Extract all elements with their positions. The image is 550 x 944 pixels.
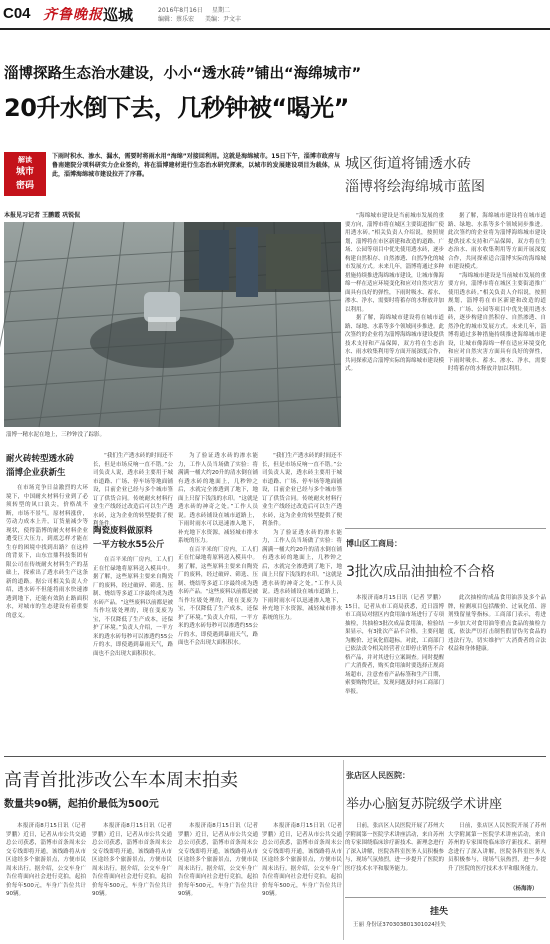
sub-headline-2: 淄博将绘海绵城市蓝图	[345, 179, 485, 195]
subhead-a: 耐火砖转型透水砖	[6, 454, 75, 464]
paving-photo-illustration	[4, 222, 341, 427]
second-text-b	[448, 594, 546, 750]
mid3-p2: 在百平米的厂房内，工人们正在忙碌地将原料送入模具中。据了解，这些原料主要来自陶瓷厂的废料，经过破碎、筛选、压制、烧结等多道工序最终成为透水砖产品。“这些废料以前都是被当作垃圾处理的，现在变废为宝，不仅降低了生产成本，还保护了环境。”负责人介绍，一平方米的透水砖每秒可以渗透约55公斤的水，即使遇到暴雨天气，路面也不会出现大面积积水。	[178, 546, 258, 646]
subhead-c: 陶瓷废料做原料	[93, 526, 153, 536]
header-art: 美编：尹文丰	[205, 16, 242, 23]
bus-text-b	[92, 822, 172, 940]
lead-photo	[4, 222, 341, 427]
second-p1: 本报济南8月15日讯（记者 罗鹏）15日，记者从市工商局获悉，近日淄博市工商局对辖区内食用油市场进行了专项抽检，共抽检3批次成品食用油，检验结果显示，有3批次产品不合格，主要问题为酸价、过氧化值超标。对此，工商部门已依法责令相关经营者立即停止销售不合格产品，并对其进行立案调查。同时提醒广大消费者，购买食用油时要选择正规商场超市，注意查看产品标签和生产日期，索要购物凭证，发现问题及时向工商部门举报。	[345, 595, 445, 695]
section-title: 巡城	[103, 6, 134, 24]
hospital-p1: 日前，张店区人民医院开展了苏州大学附属第一医院学术讲座活动，来自苏州的专家围绕临床诊疗新技术、新理念进行了深入讲解，医院各科室医务人员积极参与，现场气氛热烈，进一步提升了医院的医疗技术水平和服务能力。	[345, 823, 445, 872]
mid4-p1: “我们生产透水砖的时间还不长，但是市场反响一直不错。”公司负责人说，透水砖主要用于城市道路、广场、停车场等地面铺设，目前企业已经与多个城市签订了供货合同。传统耐火材料行业生产线经过改造后可以生产透水砖，这为企业的转型提供了便利条件。	[262, 453, 342, 527]
bus-p2: 本报济南8月15日讯（记者 罗鹏）近日，记者从市公共交通总公司获悉，淄博市首条周末公交专线即将开通，该线路将从市区途经多个旅游景点，方便市民周末出行。据介绍，公交车身广告位将面向社会进行竞拍，起拍价每年500元，车身广告位共计90辆。	[92, 823, 172, 897]
hospital-headline: 举办心脑复苏院级学术讲座	[346, 797, 503, 812]
decode-tag-line3: 密码	[15, 181, 34, 191]
decode-tag-line2: 城市	[15, 167, 34, 177]
hospital-text-a	[345, 822, 444, 892]
mid1-p1: “我们生产透水砖的时间还不长，但是市场反响一直不错。”公司负责人说，透水砖主要用于城市道路、广场、停车场等地面铺设，目前企业已经与多个城市签订了供货合同。传统耐火材料行业生产线经过改造后可以生产透水砖，这为企业的转型提供了便利条件。	[93, 453, 173, 527]
decode-tag	[4, 152, 46, 196]
bottom-subheadline: 数量共90辆，起拍价最低为500元	[4, 799, 159, 810]
hospital-p2: 日前，张店区人民医院开展了苏州大学附属第一医院学术讲座活动，来自苏州的专家围绕临床诊疗新技术、新理念进行了深入讲解，医院各科室医务人员积极参与，现场气氛热烈，进一步提升了医院的医疗技术水平和服务能力。	[448, 823, 546, 872]
mid4-p2: 为了验证透水砖的渗水能力，工作人员当场做了实验：将满满一桶大约20升的清水倒在铺有透水砖的地面上，几秒钟之后，水就完全渗透到了地下，地面上只留下浅浅的水印。“这就是透水砖的神奇之处。”工作人员说。透水砖铺设在城市道路上，下雨时雨水可以迅速渗入地下，补充地下水资源，减轻城市排水系统的压力。	[262, 529, 342, 621]
masthead-logo: 齐鲁晚报	[43, 7, 103, 23]
mid3-p1: 为了验证透水砖的渗水能力，工作人员当场做了实验：将满满一桶大约20升的清水倒在铺有透水砖的地面上，几秒钟之后，水就完全渗透到了地下，地面上只留下浅浅的水印。“这就是透水砖的神奇之处。”工作人员说。透水砖铺设在城市道路上，下雨时雨水可以迅速渗入地下，补充地下水资源，减轻城市排水系统的压力。	[178, 453, 258, 544]
lead-kicker: 淄博探路生态治水建设，小小“透水砖”铺出“海绵城市”	[4, 66, 362, 82]
decode-tag-line1: 解读	[18, 156, 32, 164]
mid1-column-text	[93, 452, 173, 527]
mid3-column-text	[178, 452, 258, 746]
mid4-column-text	[262, 452, 342, 746]
bus-p3: 本报济南8月15日讯（记者 罗鹏）近日，记者从市公共交通总公司获悉，淄博市首条周末公交专线即将开通，该线路将从市区途经多个旅游景点，方便市民周末出行。据介绍，公交车身广告位将面向社会进行竞拍，起拍价每年500元，车身广告位共计90辆。	[178, 823, 258, 897]
second-p2: 此次抽检的成品食用油涉及多个品牌，检测项目包括酸价、过氧化值、溶剂残留量等指标。工商部门表示，将进一步加大对食用油等重点食品的抽检力度，依法严厉打击制售假冒伪劣食品的违法行为，切实维护广大消费者的合法权益和身体健康。	[448, 595, 546, 652]
second-headline: 3批次成品油抽检不合格	[346, 564, 495, 580]
header-rule	[0, 28, 550, 30]
ad-title: 挂失	[430, 907, 449, 917]
bottom-headline: 高青首批涉改公车本周末拍卖	[4, 770, 238, 791]
bus-text-c	[178, 822, 258, 940]
lead-byline: 本报见习记者 王鹏霞 巩锐侃	[4, 212, 81, 219]
sub-headline-1: 城区街道将铺透水砖	[345, 156, 471, 172]
hospital-divider	[343, 760, 344, 940]
second-section: 博山区工商局：	[346, 539, 402, 548]
subhead-b: 淄博企业获新生	[6, 468, 66, 478]
right-top-p2: 据了解，海绵城市建设将在城市道路、绿地、水系等多个领域同步推进。此次签约的企业将为淄博海绵城市建设提供技术支持和产品保障，双方将在生态治水、雨水收集利用等方面开展深度合作，共同探索适合淄博实际的海绵城市建设模式。	[345, 315, 445, 372]
subhead-d: 一平方较水55公斤	[93, 540, 165, 550]
hospital-text-b	[448, 822, 546, 884]
header-weekday: 星期二	[212, 7, 231, 14]
photo-caption: 淄博一精水泥在地上，三秒钟没了踪影。	[6, 432, 106, 438]
mid2-column-text	[93, 556, 173, 746]
second-story-rule	[345, 528, 546, 529]
left-column-p1: 在市场竞争日益激烈的大环境下，中国耐火材料行业到了必须转型的风口浪尖，价格战不断，市场不景气，原材料涨价，劳动力成本上升，订货量减少等现状，使得淄博的耐火材料企业遭受巨大压力，到底怎样才能在生存的困境中找到出路？在这样的背景下，山东宜鼎科技集团有限公司在传统耐火材料生产的基础上，探索出了透水砖生产这条新的道路。据公司相关负责人介绍，透水砖不但能将雨水快速渗透到地下，还能有效防止路面积水，对城市的生态建设有着重要的意义。	[6, 485, 88, 619]
bus-p4: 本报济南8月15日讯（记者 罗鹏）近日，记者从市公共交通总公司获悉，淄博市首条周末公交专线即将开通，该线路将从市区途经多个旅游景点，方便市民周末出行。据介绍，公交车身广告位将面向社会进行竞拍，起拍价每年500元，车身广告位共计90辆。	[262, 823, 342, 897]
left-column-text	[6, 484, 88, 746]
ad-text: 王丽 身份证370303801301024挂失	[353, 922, 446, 928]
right-top-p1: “海绵城市建设是当前城市发展的重要方向，淄博市将在城区主要街道推广使用透水砖。”相关负责人介绍说，按照规划，淄博将在市区新建和改造的道路、广场、公园等项目中优先使用透水砖，逐步构建自然积存、自然渗透、自然净化的城市发展方式。未来几年，淄博将通过多种措施持续推进海绵城市建设，让城市像海绵一样在适应环境变化和应对自然灾害方面具有良好的弹性，下雨时吸水、蓄水、渗水、净水，需要时将蓄存的水释放并加以利用。	[345, 213, 445, 313]
bus-text-d	[262, 822, 342, 940]
bus-p1: 本报济南8月15日讯（记者 罗鹏）近日，记者从市公共交通总公司获悉，淄博市首条周末公交专线即将开通，该线路将从市区途经多个旅游景点，方便市民周末出行。据介绍，公交车身广告位将面向社会进行竞拍，起拍价每年500元，车身广告位共计90辆。	[6, 823, 86, 897]
right-top-p4: “海绵城市建设是当前城市发展的重要方向，淄博市将在城区主要街道推广使用透水砖。”相关负责人介绍说，按照规划，淄博将在市区新建和改造的道路、广场、公园等项目中优先使用透水砖，逐步构建自然积存、自然渗透、自然净化的城市发展方式。未来几年，淄博将通过多种措施持续推进海绵城市建设，让城市像海绵一样在适应环境变化和应对自然灾害方面具有良好的弹性，下雨时吸水、蓄水、渗水、净水，需要时将蓄存的水释放并加以利用。	[448, 272, 546, 372]
lead-headline: 20升水倒下去，几秒钟被“喝光”	[4, 94, 349, 122]
second-text-a	[345, 594, 444, 750]
right-top-p3: 据了解，海绵城市建设将在城市道路、绿地、水系等多个领域同步推进。此次签约的企业将为淄博海绵城市建设提供技术支持和产品保障，双方将在生态治水、雨水收集利用等方面开展深度合作，共同探索适合淄博实际的海绵城市建设模式。	[448, 213, 546, 270]
header-date: 2016年8月16日	[158, 7, 203, 14]
hospital-section: 张店区人民医院：	[346, 771, 410, 780]
lead-summary: 下雨时积水、渗水、漏水，需要时将雨水用“海绵”对接回利用。这就是海绵城市。15日下午，淄博市政府与鲁南建院分项科研实力企业签约，将在淄博建材进行生态治水研究探索，以城市的发展建设项目为载体，从此，淄博海绵城市建设拉开了序幕。	[52, 153, 340, 178]
header-editor: 编辑：蔡乐宏	[158, 16, 195, 23]
hospital-reporter: （杨海涛）	[510, 886, 538, 892]
bottom-rule	[4, 756, 546, 757]
mid2-p1: 在百平米的厂房内，工人们正在忙碌地将原料送入模具中。据了解，这些原料主要来自陶瓷厂的废料，经过破碎、筛选、压制、烧结等多道工序最终成为透水砖产品。“这些废料以前都是被当作垃圾处理的，现在变废为宝，不仅降低了生产成本，还保护了环境。”负责人介绍，一平方米的透水砖每秒可以渗透约55公斤的水，即使遇到暴雨天气，路面也不会出现大面积积水。	[93, 557, 173, 657]
bus-text-a	[6, 822, 86, 940]
page-number: C04	[3, 5, 31, 22]
ad-rule	[345, 897, 546, 898]
